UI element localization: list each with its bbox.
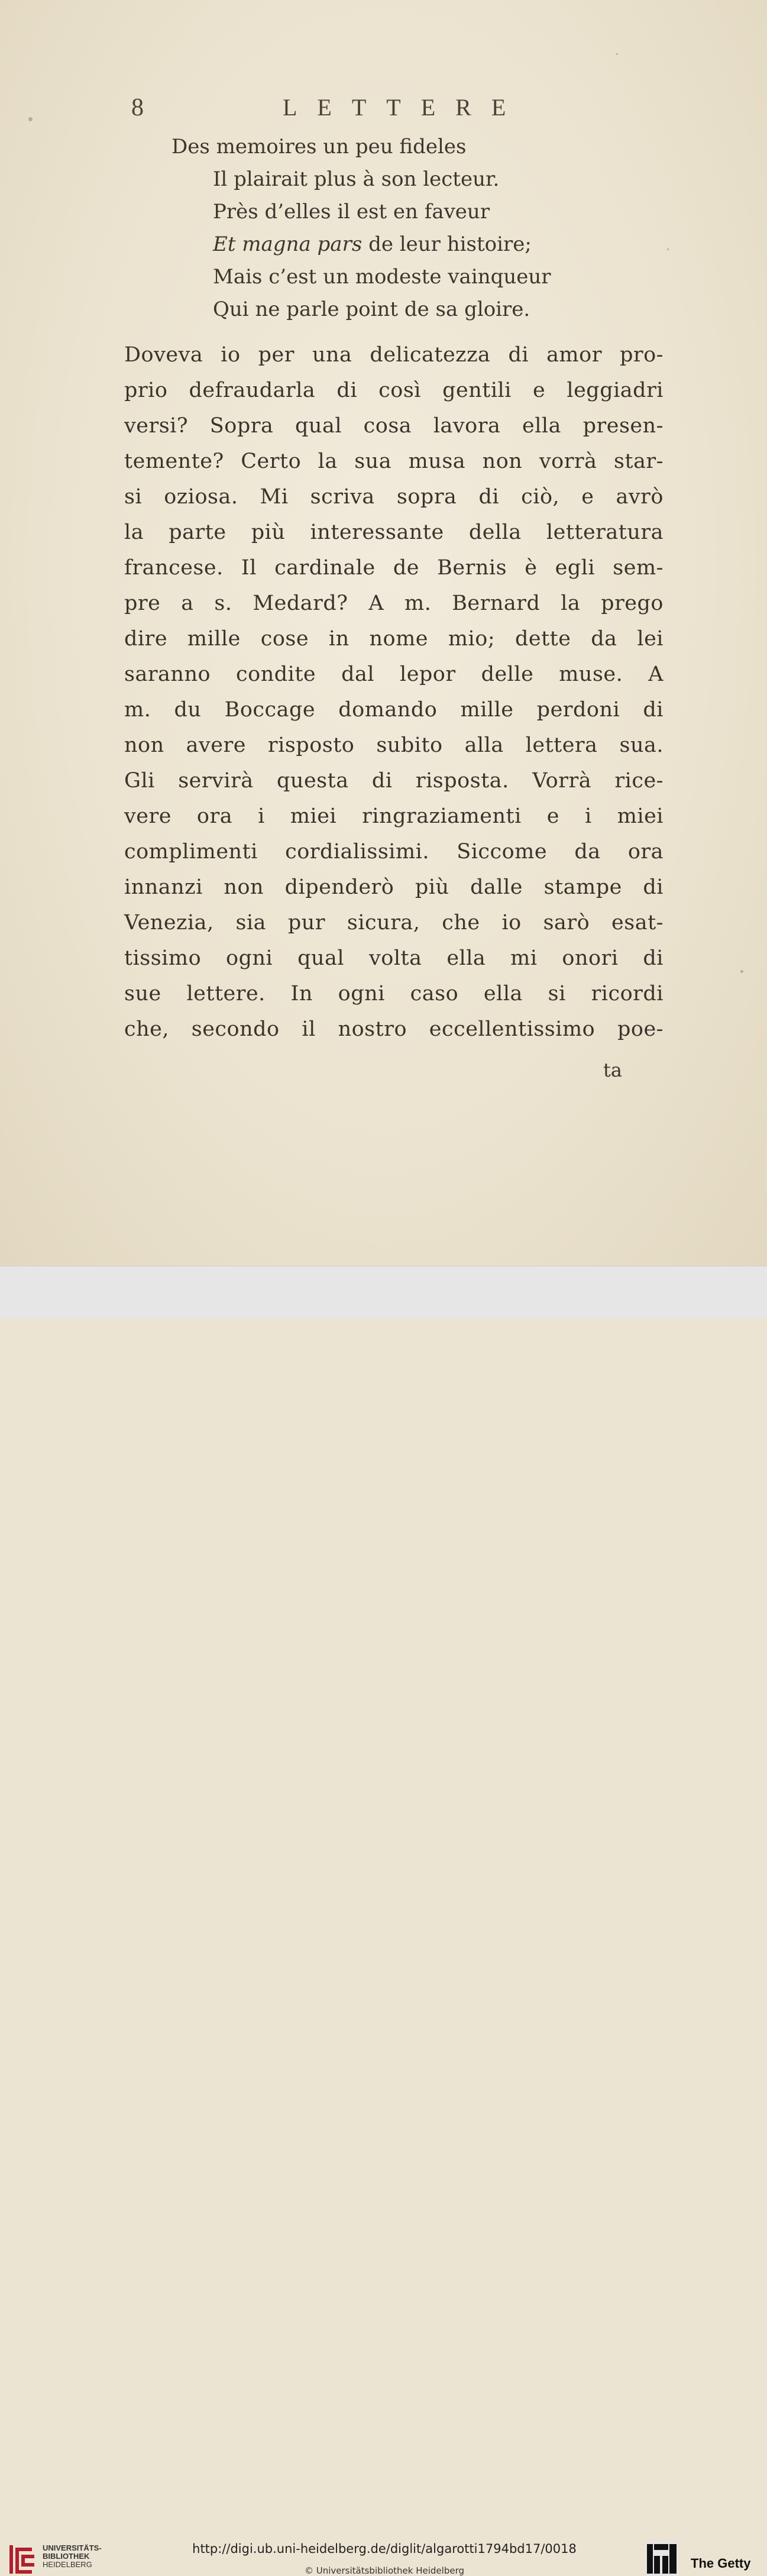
partner-name: The Getty [691, 2556, 751, 2571]
prose-line: m. du Boccage domando mille perdoni di [124, 698, 664, 722]
prose-line: la parte più interessante della letteratura [124, 521, 664, 544]
verse-line: Des memoires un peu fideles [171, 135, 467, 159]
prose-line: prio defraudarla di così gentili e leggiadri [124, 379, 664, 402]
prose-line: vere ora i miei ringraziamenti e i miei [124, 804, 664, 828]
paper-speck [616, 53, 618, 55]
page-number: 8 [131, 94, 144, 121]
viewer-footer [0, 1266, 767, 2576]
library-name-line2: BIBLIOTHEK [43, 2552, 90, 2561]
library-name-line3: HEIDELBERG [43, 2560, 92, 2569]
getty-logo-icon [646, 2542, 678, 2576]
verse-line: Près d’elles il est en faveur [213, 200, 490, 224]
verse-line: Mais c’est un modeste vainqueur [213, 265, 551, 289]
verse-italic: Et magna pars [213, 232, 363, 256]
paper-speck [28, 117, 33, 121]
paper-speck [740, 970, 743, 973]
prose-line: dire mille cose in nome mio; dette da lei [124, 627, 664, 651]
verse-line: Qui ne parle point de sa gloire. [213, 298, 530, 321]
prose-line: che, secondo il nostro eccellentissimo poe- [124, 1017, 664, 1041]
prose-line: Venezia, sia pur sicura, che io sarò esat- [124, 911, 664, 935]
copyright-notice: © Universitätsbibliothek Heidelberg [304, 2565, 464, 2576]
scanned-page [0, 0, 767, 1266]
prose-line: tissimo ogni qual volta ella mi onori di [124, 946, 664, 970]
prose-line: Doveva io per una delicatezza di amor pro- [124, 343, 664, 367]
prose-line: temente? Certo la sua musa non vorrà star- [124, 450, 664, 473]
prose-line: pre a s. Medard? A m. Bernard la prego [124, 592, 664, 615]
prose-line: complimenti cordialissimi. Siccome da ora [124, 840, 664, 864]
prose-line: francese. Il cardinale de Bernis è egli sem- [124, 556, 664, 580]
permalink-url[interactable]: http://digi.ub.uni-heidelberg.de/diglit/algarotti1794bd17/0018 [192, 2542, 577, 2556]
prose-line: si oziosa. Mi scriva sopra di ciò, e avrò [124, 485, 664, 509]
verse-line: Il plairait plus à son lecteur. [213, 167, 500, 191]
prose-line: Gli servirà questa di risposta. Vorrà rice- [124, 769, 664, 793]
running-head: LETTERE [283, 94, 526, 121]
prose-line: innanzi non dipenderò più dalle stampe di [124, 875, 664, 899]
university-library-logo-icon [8, 2543, 37, 2576]
catchword: ta [603, 1059, 622, 1081]
library-name-line1: UNIVERSITÄTS- [43, 2543, 102, 2552]
verse-rest: de leur histoire; [362, 232, 532, 256]
prose-line: non avere risposto subito alla lettera sua. [124, 733, 664, 757]
prose-line: versi? Sopra qual cosa lavora ella presen- [124, 414, 664, 438]
prose-line: saranno condite dal lepor delle muse. A [124, 662, 664, 686]
prose-line: sue lettere. In ogni caso ella si ricordi [124, 982, 664, 1006]
paper-speck [667, 248, 669, 250]
verse-line [213, 232, 532, 256]
